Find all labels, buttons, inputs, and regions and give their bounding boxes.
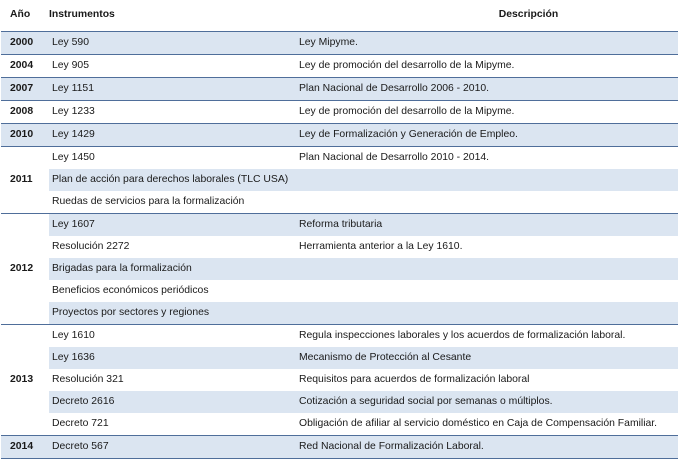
instrument-cell: Decreto 2616 [49,391,299,413]
table-row [1,146,678,169]
table-row [1,280,678,302]
table-header-row [1,1,678,31]
description-cell: Plan Nacional de Desarrollo 2010 - 2014. [299,152,490,163]
table-row [1,324,678,347]
description-cell: Plan Nacional de Desarrollo 2006 - 2010. [299,77,678,100]
table-row [1,236,678,258]
description-cell: Reforma tributaria [299,213,678,236]
instrument-cell: Resolución 2272 [52,241,130,252]
year-group [1,31,678,54]
instrument-cell: Proyectos por sectores y regiones [49,302,299,325]
instrument-cell: Ley 905 [52,60,89,71]
year-cell: 2013 [10,374,34,385]
instrument-cell: Ley 1636 [49,347,299,369]
description-cell [299,258,678,280]
year-group [1,146,678,213]
year-cell: 2004 [10,60,34,71]
year-group [1,324,678,435]
year-cell: 2008 [10,106,34,117]
table-row [1,191,678,214]
table-row [1,31,678,54]
table-row [1,347,678,369]
instrument-cell: Ruedas de servicios para la formalización [52,196,245,207]
instrument-cell: Beneficios económicos periódicos [52,285,209,296]
header-year: Año [1,1,49,31]
table-row [1,302,678,325]
table-row [1,169,678,191]
description-cell: Ley de promoción del desarrollo de la Mipyme. [299,106,515,117]
year-group [1,77,678,100]
year-cell: 2010 [1,123,49,146]
instruments-table [1,1,678,459]
year-cell: 2012 [10,263,34,274]
description-cell: Ley de promoción del desarrollo de la Mipyme. [299,60,515,71]
year-group [1,100,678,123]
instrument-cell: Ley 1429 [49,123,299,146]
description-cell [299,280,678,302]
description-cell: Obligación de afiliar al servicio doméstico en Caja de Compensación Familiar. [299,418,658,429]
description-cell [299,302,678,325]
table-row [1,413,678,436]
instrument-cell: Ley 1450 [52,152,95,163]
instrument-cell: Decreto 567 [49,435,299,458]
year-cell: 2011 [10,174,33,185]
year-cell: 2007 [1,77,49,100]
instrument-cell: Resolución 321 [52,374,124,385]
year-group [1,213,678,324]
year-group [1,123,678,146]
table-row [1,123,678,146]
description-cell: Requisitos para acuerdos de formalización laboral [299,374,530,385]
instrument-cell: Ley 1607 [49,213,299,236]
table-row [1,54,678,77]
description-cell: Ley de Formalización y Generación de Empleo. [299,123,678,146]
description-cell: Ley Mipyme. [299,31,678,54]
table-row [1,369,678,391]
description-cell: Red Nacional de Formalización Laboral. [299,435,678,458]
table-row [1,258,678,280]
description-cell: Mecanismo de Protección al Cesante [299,347,678,369]
header-description: Descripción [299,1,678,31]
year-cell: 2000 [1,31,49,54]
description-cell: Cotización a seguridad social por semanas o múltiplos. [299,391,678,413]
instrument-cell: Ley 1610 [52,330,95,341]
table-row [1,213,678,236]
table-row [1,77,678,100]
year-cell: 2014 [1,435,49,458]
table-row [1,100,678,123]
instrument-cell: Decreto 721 [52,418,109,429]
description-cell [299,169,678,191]
instrument-cell: Ley 590 [49,31,299,54]
instrument-cell: Brigadas para la formalización [49,258,299,280]
header-instrument: Instrumentos [49,1,299,31]
description-cell: Regula inspecciones laborales y los acuerdos de formalización laboral. [299,330,626,341]
table-row [1,391,678,413]
instrument-cell: Ley 1151 [49,77,299,100]
description-cell: Herramienta anterior a la Ley 1610. [299,241,463,252]
year-group [1,54,678,77]
description-cell [299,191,678,214]
instrument-cell: Ley 1233 [52,106,95,117]
instrument-cell: Plan de acción para derechos laborales (TLC USA) [49,169,299,191]
